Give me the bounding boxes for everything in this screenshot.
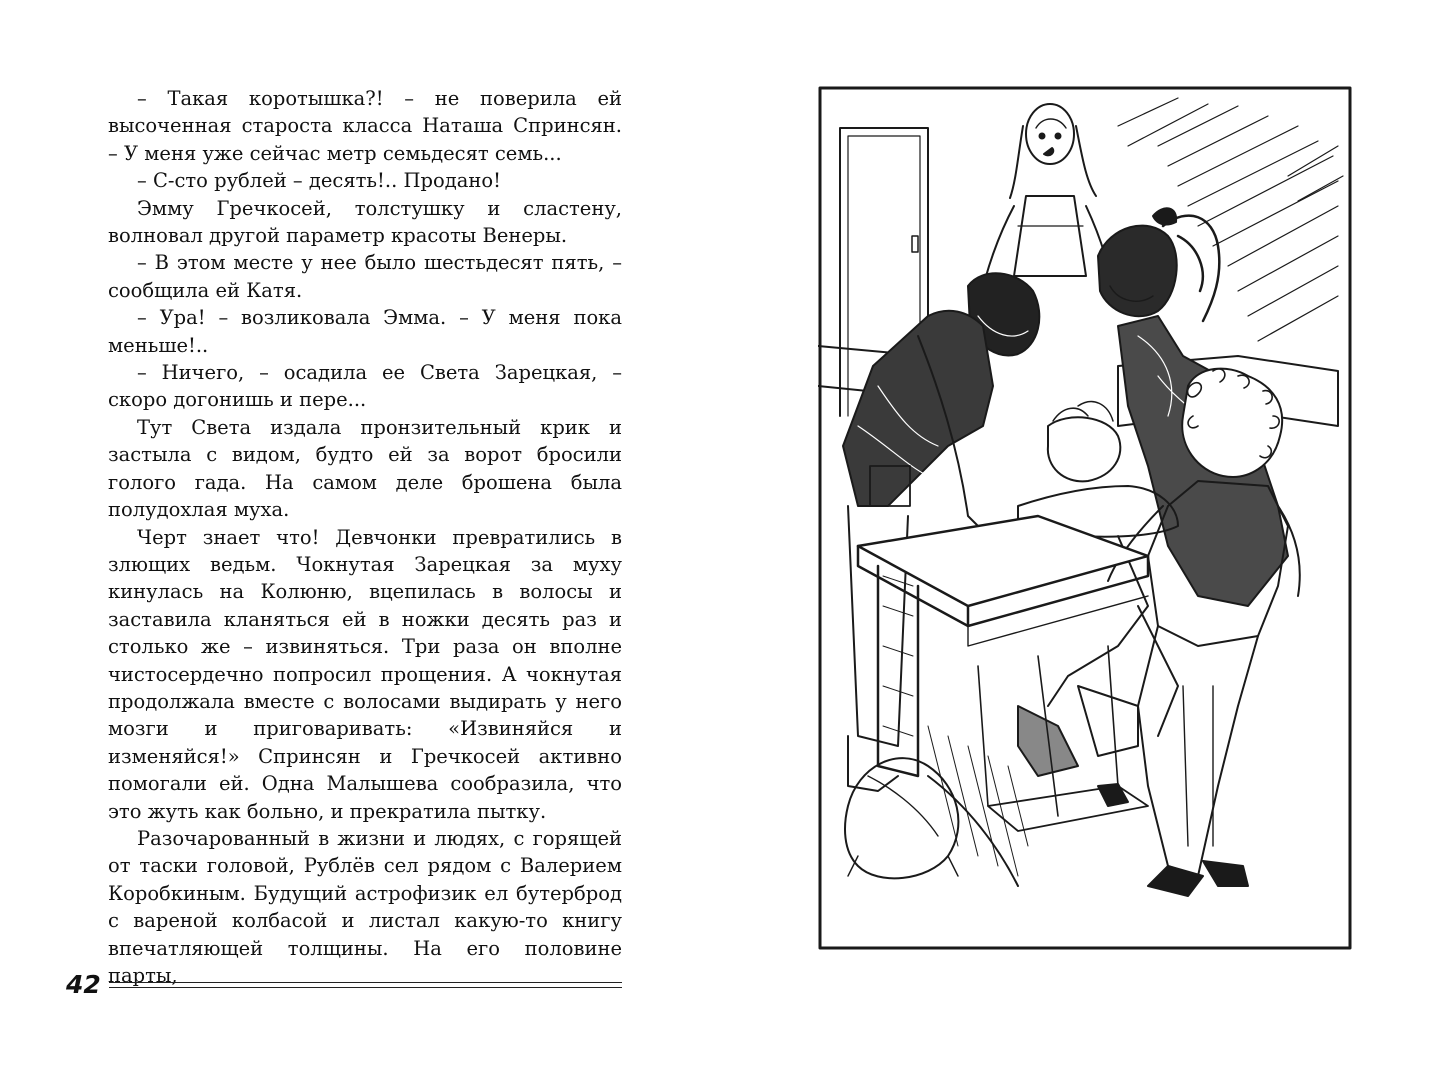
paragraph-6: – Ничего, – осадила ее Света Зарецкая, – скоро догонишь и пере... (108, 361, 622, 412)
paragraph-7: Тут Света издала пронзительный крик и застыла с видом, будто ей за ворот бросили голого гада. На самом деле брошена была полудохлая муха. (108, 415, 622, 522)
body-text (108, 85, 622, 989)
paragraph-5: – Ура! – возликовала Эмма. – У меня пока меньше!.. (108, 306, 622, 357)
leaning-girl (843, 273, 1039, 746)
footer-rule-top (109, 982, 622, 983)
page-footer (66, 968, 622, 1004)
paragraph-2: – С-сто рублей – десять!.. Продано! (137, 169, 501, 193)
floor-hatching (928, 726, 1028, 876)
paragraph-8: Черт знает что! Девчонки превратились в злющих ведьм. Чокнутая Зарецкая за муху кинулась на Колюню, вцепилась в волосы и заставила кланяться ей в ножки десять раз и столько же – извиняться. Три раза он вполне чистосердечно попросил прощения. А чокнутая продолжала вместе с волосами выдирать у него мозги и приговаривать: «Извиняйся и изменяйся!» Спринсян и Гречкосей активно помогали ей. Одна Малышева сообразила, что это жуть как больно, и прекратила пытку. (108, 525, 622, 823)
illustration-classroom-scene (818, 86, 1352, 950)
paragraph-4: – В этом месте у нее было шестьдесят пять, – сообщила ей Катя. (108, 251, 622, 302)
paragraph-9: Разочарованный в жизни и людях, с горящей от таски головой, Рублёв сел рядом с Валерием Коробкиным. Будущий астрофизик ел бутерброд с вареной колбасой и листал какую-то книгу впечатляющей толщины. На его половине парты, (108, 826, 622, 987)
bag-on-floor (845, 758, 1018, 886)
curly-haired-girl (1108, 369, 1300, 896)
page-number: 42 (66, 970, 101, 999)
paragraph-3: Эмму Гречкосей, толстушку и сластену, волновал другой параметр красоты Венеры. (108, 196, 622, 248)
footer-rule-bottom (109, 987, 622, 988)
illustration-drawing (818, 86, 1352, 950)
standing-girl (980, 104, 1114, 301)
paragraph-1: – Такая коротышка?! – не поверила ей высоченная староста класса Наташа Спринсян. – У меня уже сейчас метр семьдесят семь... (108, 87, 622, 165)
